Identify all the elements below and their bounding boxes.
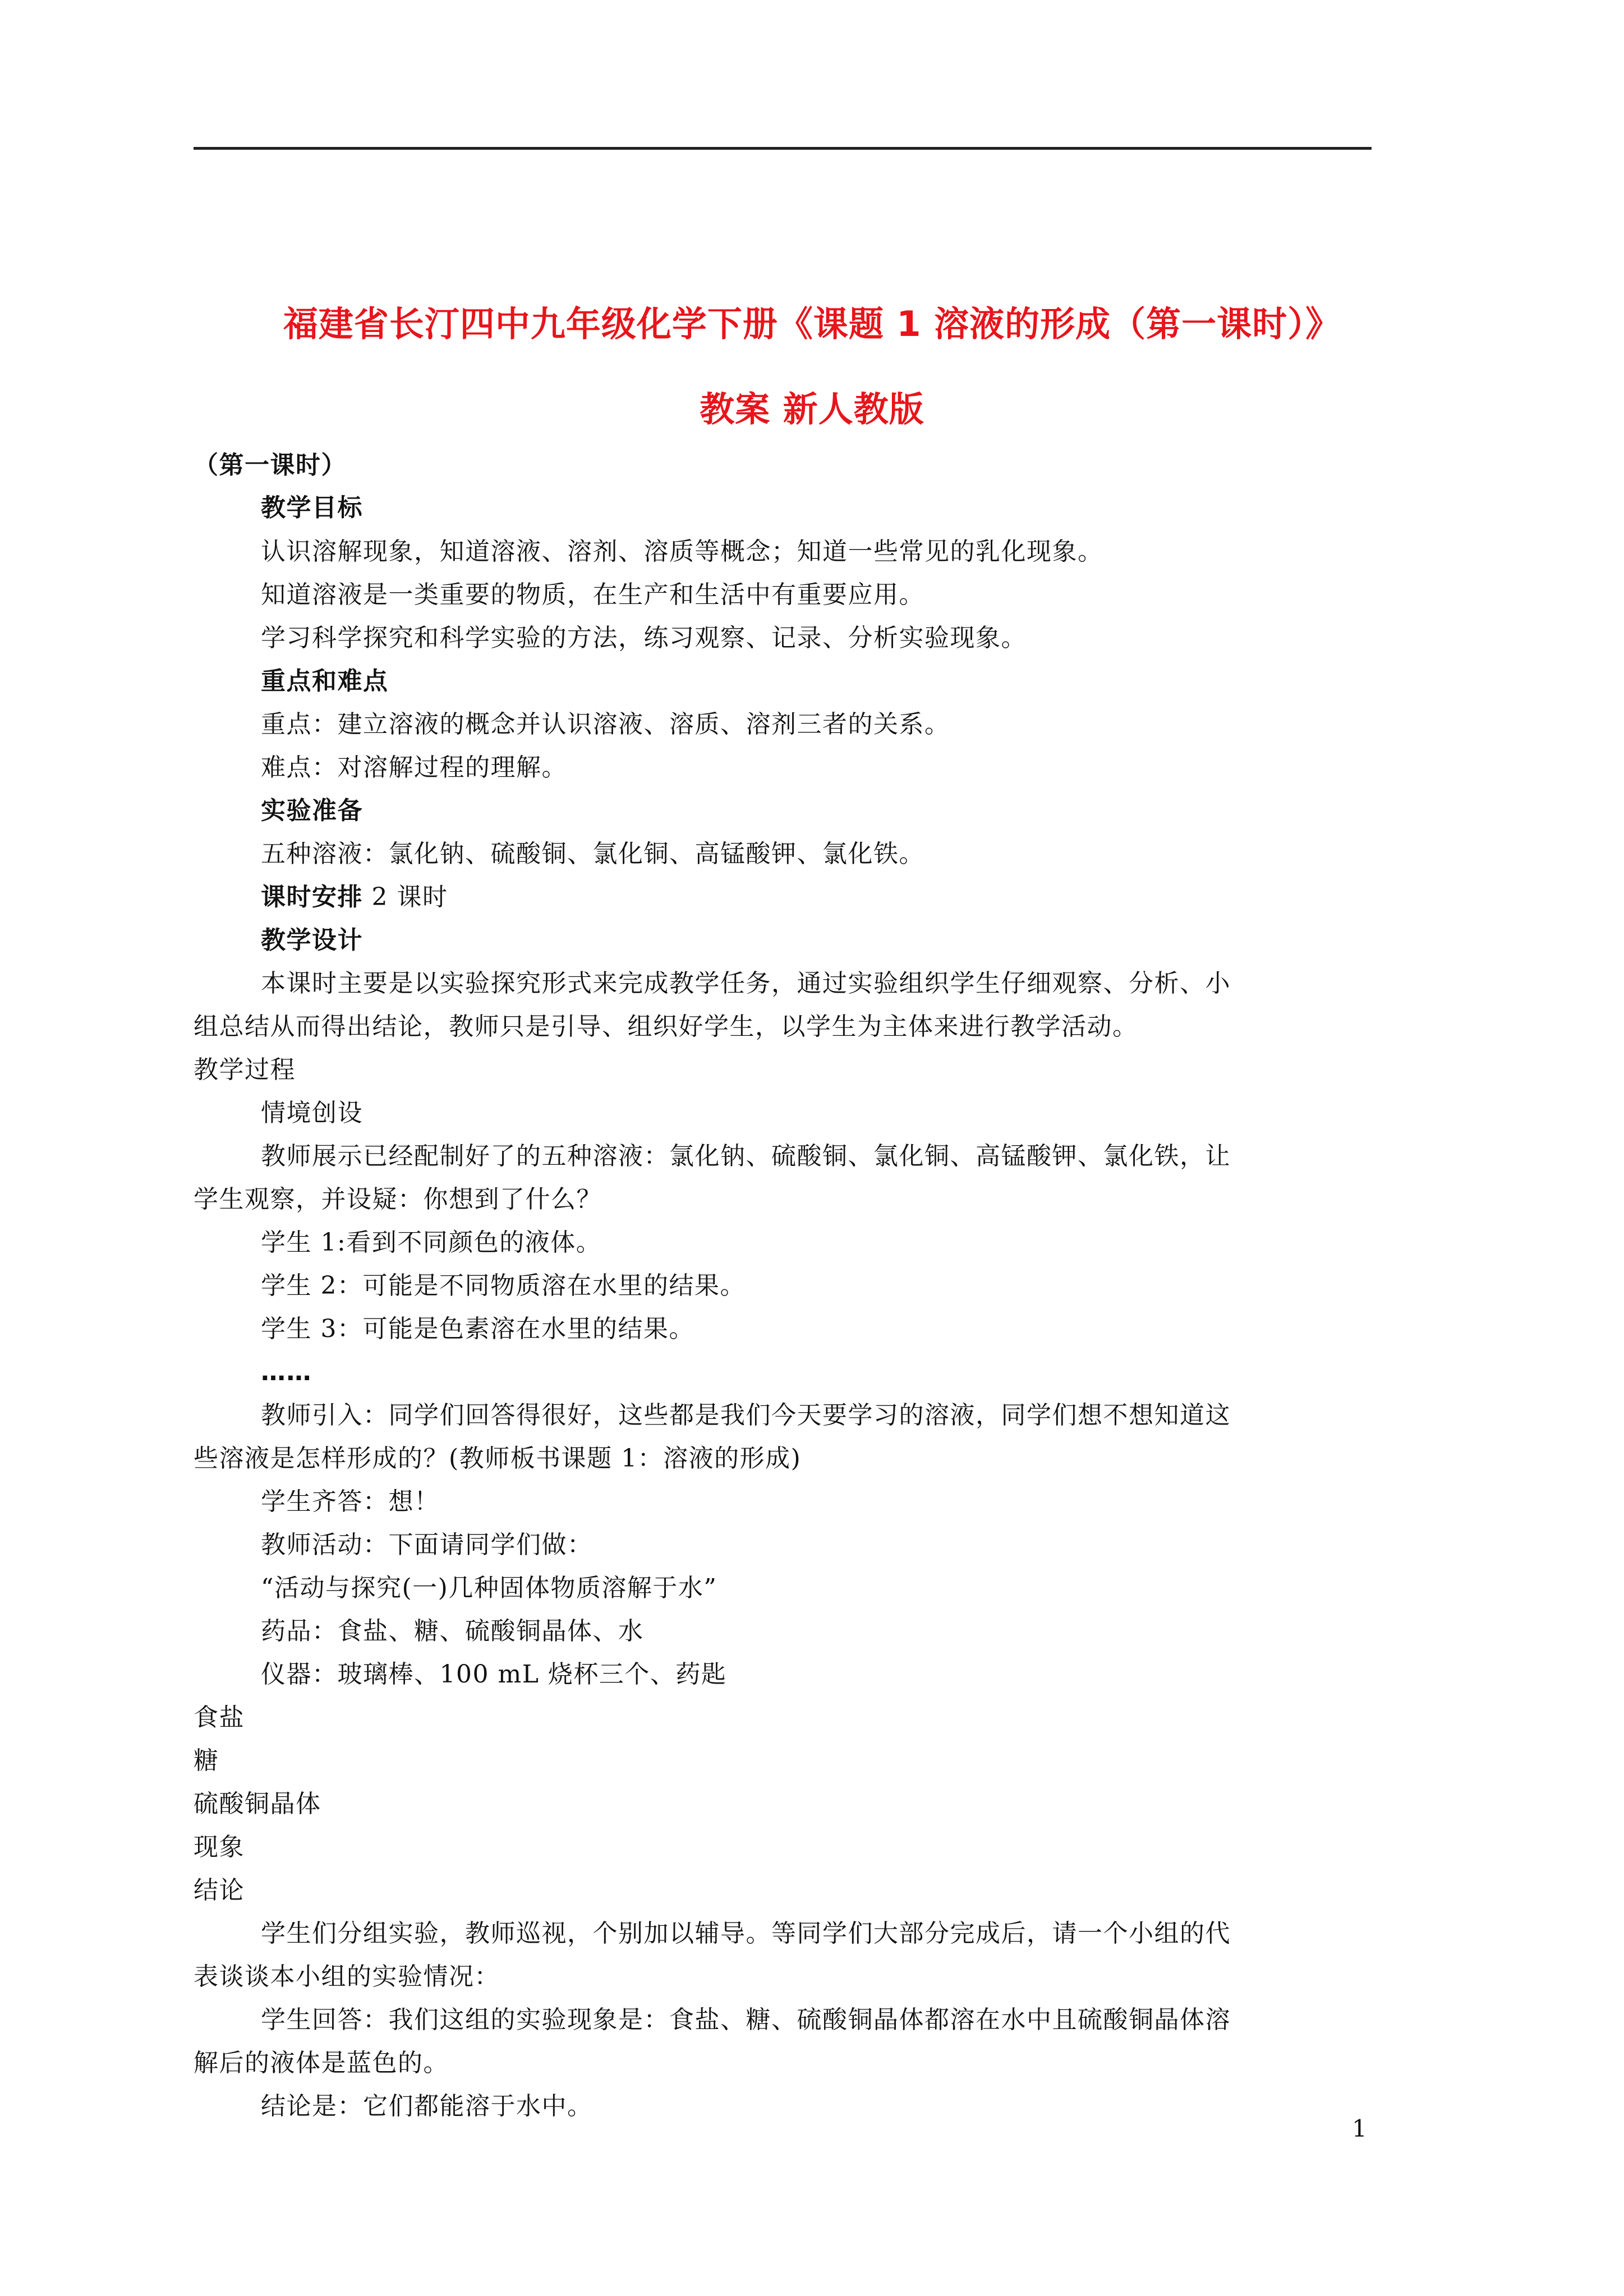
activity-title: “活动与探究(一)几种固体物质溶解于水” — [261, 1574, 717, 1602]
scenario-heading: 情境创设 — [261, 1099, 363, 1127]
page-number: 1 — [1352, 2115, 1367, 2142]
student-response: 学生 2：可能是不同物质溶在水里的结果。 — [261, 1271, 746, 1300]
process-heading: 教学过程 — [194, 1055, 296, 1084]
design-paragraph-line: 本课时主要是以实验探究形式来完成教学任务，通过实验组织学生仔细观察、分析、小 — [261, 969, 1231, 998]
ellipsis: …… — [261, 1358, 312, 1386]
document-title-line-1: 福建省长汀四中九年级化学下册《课题 1 溶液的形成（第一课时）》 — [283, 303, 1341, 344]
schedule-value: 2 课时 — [363, 883, 448, 911]
group-experiment-line: 学生们分组实验，教师巡视，个别加以辅导。等同学们大部分完成后，请一个小组的代 — [261, 1919, 1231, 1948]
table-row-label: 现象 — [194, 1833, 245, 1861]
preparation-heading: 实验准备 — [261, 796, 363, 825]
student-answer-line: 解后的液体是蓝色的。 — [194, 2049, 449, 2077]
header-rule — [194, 147, 1372, 150]
goals-heading: 教学目标 — [261, 494, 363, 522]
goal-item: 学习科学探究和科学实验的方法，练习观察、记录、分析实验现象。 — [261, 624, 1027, 652]
group-experiment-line: 表谈谈本小组的实验情况： — [194, 1962, 500, 1991]
key-point: 重点：建立溶液的概念并认识溶液、溶质、溶剂三者的关系。 — [261, 710, 950, 739]
instruments-line: 仪器：玻璃棒、100 mL 烧杯三个、药匙 — [261, 1660, 727, 1689]
difficult-point: 难点：对溶解过程的理解。 — [261, 753, 567, 782]
table-row-label: 食盐 — [194, 1703, 245, 1732]
table-row-label: 硫酸铜晶体 — [194, 1790, 321, 1818]
teacher-show-line: 学生观察，并设疑：你想到了什么？ — [194, 1185, 602, 1214]
schedule-label: 课时安排 — [261, 883, 363, 911]
key-points-heading: 重点和难点 — [261, 667, 389, 695]
teacher-intro-line: 教师引入：同学们回答得很好，这些都是我们今天要学习的溶液，同学们想不想知道这 — [261, 1401, 1231, 1430]
document-title-line-2: 教案 新人教版 — [700, 389, 924, 430]
student-response: 学生 3：可能是色素溶在水里的结果。 — [261, 1315, 694, 1343]
teacher-intro-line: 些溶液是怎样形成的？(教师板书课题 1：溶液的形成) — [194, 1444, 802, 1473]
goal-item: 知道溶液是一类重要的物质，在生产和生活中有重要应用。 — [261, 580, 924, 609]
teacher-show-line: 教师展示已经配制好了的五种溶液：氯化钠、硫酸铜、氯化铜、高锰酸钾、氯化铁，让 — [261, 1142, 1231, 1170]
schedule-line — [261, 880, 448, 914]
table-row-label: 结论 — [194, 1876, 245, 1905]
reagents-line: 药品：食盐、糖、硫酸铜晶体、水 — [261, 1617, 644, 1645]
teacher-activity: 教师活动：下面请同学们做： — [261, 1530, 593, 1559]
preparation-text: 五种溶液：氯化钠、硫酸铜、氯化铜、高锰酸钾、氯化铁。 — [261, 840, 924, 868]
design-paragraph-line: 组总结从而得出结论，教师只是引导、组织好学生，以学生为主体来进行教学活动。 — [194, 1012, 1138, 1041]
student-answer-line: 学生回答：我们这组的实验现象是：食盐、糖、硫酸铜晶体都溶在水中且硫酸铜晶体溶 — [261, 2005, 1231, 2034]
student-response: 学生 1:看到不同颜色的液体。 — [261, 1228, 602, 1257]
final-conclusion: 结论是：它们都能溶于水中。 — [261, 2092, 593, 2120]
students-answer: 学生齐答：想！ — [261, 1487, 440, 1516]
design-heading: 教学设计 — [261, 926, 363, 955]
table-row-label: 糖 — [194, 1746, 219, 1775]
goal-item: 认识溶解现象，知道溶液、溶剂、溶质等概念；知道一些常见的乳化现象。 — [261, 537, 1103, 566]
period-label: （第一课时） — [194, 451, 347, 480]
